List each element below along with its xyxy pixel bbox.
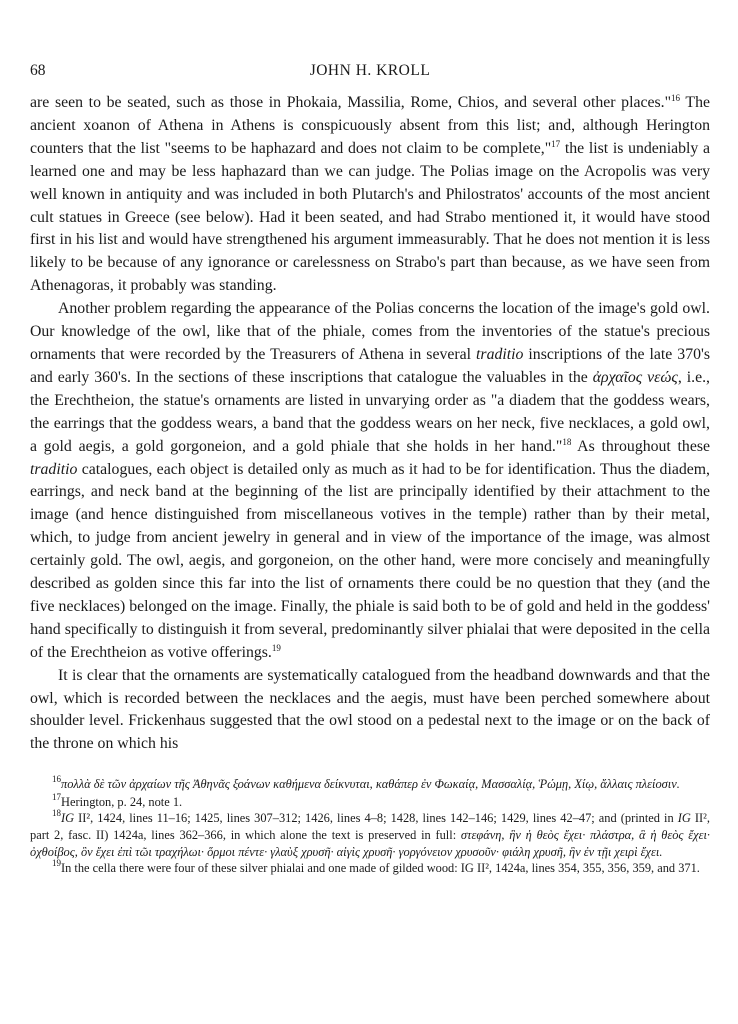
text-run: catalogues, each object is detailed only as much as it had to be for identification. Thus the diadem, earrings, and neck band at the beginning of the list are principally identified by their attachment to the image (and hence distinguished from miscellaneous votives in the temple) rather than by their metal, which, to judge from ancient jewelry in general and in view of the importance of the image, was almost certainly gold. The owl, aegis, and gorgoneion, on the other hand, were more concisely and meaningfully described as golden since this far into the list of ornaments there could be no question that they (and the five necklaces) belonged on the image. Finally, the phiale is said both to be of gold and held in the goddess' hand specifically to distinguish it from several, predominantly silver phialai that were deposited in the cella of the Erechtheion as votive offerings. [30, 460, 710, 661]
text-run: are seen to be seated, such as those in Phokaia, Massilia, Rome, Chios, and several other places." [30, 94, 672, 111]
footnote-text: In the cella there were four of these silver phialai and one made of gilded wood: IG II², 1424a, lines 354, 355, 356, 359, and 371. [61, 861, 700, 876]
footnote-ref-17[interactable]: 17 [551, 138, 561, 149]
footnote-ref-19[interactable]: 19 [271, 642, 281, 653]
footnotes [30, 776, 710, 877]
italic-term: traditio [30, 460, 78, 478]
page-number: 68 [30, 62, 46, 79]
text-run: It is clear that the ornaments are systematically catalogued from the headband downwards and that the owl, which is recorded between the necklaces and the aegis, must have been perched somewhere about shoulder level. Frickenhaus suggested that the owl stood on a pedestal next to the image or on the back of the throne on which his [30, 666, 710, 753]
footnote-17 [30, 791, 710, 811]
main-text [30, 92, 710, 756]
text-run: the list is undeniably a learned one and may be less haphazard than we can judge. The Polias image on the Acropolis was very well known in antiquity and was included in both Plutarch's and Philostratos' accounts of the most ancient cult statues in Greece (see below). Had it been seated, and had Strabo mentioned it, it would have stood first in his list and would have strengthened his argument immeasurably. That he does not mention it is less likely to be because of any ignorance or carelessness on Strabo's part than because, as we have seen from Athenagoras, it probably was standing. [30, 139, 710, 295]
page-header [30, 62, 710, 82]
footnote-text: II², 1424, lines 11–16; 1425, lines 307–312; 1426, lines 4–8; 1428, lines 142–146; 1429, lines 42–47; and (printed in [74, 811, 678, 826]
footnote-ref-18[interactable]: 18 [562, 436, 572, 447]
footnote-text: Herington, p. 24, note 1. [61, 794, 183, 809]
footnote-number: 17 [52, 791, 61, 802]
paragraph-1 [30, 92, 710, 298]
footnote-19 [30, 860, 710, 877]
text-run: Another problem regarding the appearance of the Polias concerns the location of the image's gold owl. Our knowledge of the owl, like that of the phiale, comes from the inventories of the statue's precious ornaments that were recorded by the Treasurers of Athena in several [30, 300, 710, 363]
footnote-ref-16[interactable]: 16 [671, 93, 681, 103]
text-run: The ancient xoanon of Athena in Athens is conspicuously absent from this list; and, although Herington counters that the list "seems to be haphazard and does not claim to be complete," [30, 94, 710, 157]
footnote-number: 18 [52, 808, 61, 819]
text-run: , i.e., the Erechtheion, the statue's ornaments are listed in unvarying order as "a diadem that the goddess wears, the earrings that the goddess wears, a band that the goddess wears on her neck, five necklaces, a gold owl, a gold aegis, a gold gorgoneion, and a gold phiale that she holds in her hand." [30, 368, 710, 455]
footnote-text: πολλὰ δὲ τῶν ἀρχαίων τῆς Ἀθηνᾶς ξοάνων καθήμενα δείκνυται, καθάπερ ἐν Φωκαίᾳ, Μασσαλίᾳ, Ῥώμῃ, Χίῳ, ἄλλαις πλείοσιν. [61, 777, 680, 792]
footnote-18 [30, 810, 710, 860]
paragraph-2 [30, 298, 710, 665]
footnote-16 [30, 776, 710, 793]
text-run: inscriptions of the late 370's and early 360's. In the sections of these inscriptions that catalogue the valuables in the [30, 345, 710, 386]
page [30, 62, 710, 877]
italic-term: traditio [476, 345, 524, 363]
italic-term: IG [677, 811, 691, 826]
paragraph-3 [30, 665, 710, 757]
text-run: As throughout these [571, 437, 710, 455]
greek-term: ἀρχαῖος νεώς [592, 368, 678, 386]
italic-term: IG [61, 811, 75, 826]
footnote-number: 19 [52, 858, 61, 869]
running-head: JOHN H. KROLL [309, 62, 431, 79]
footnote-text: II², part 2, fasc. II) 1424a, lines 362–366, in which alone the text is preserved in full: [30, 811, 710, 843]
footnote-number: 16 [52, 774, 61, 785]
greek-quotation: στεφάνη, ἣν ἡ θεὸς ἔχει· πλάστρα, ἃ ἡ θεὸς ἔχει· ὀχθοίβος, ὃν ἔχει ἐπὶ τῶι τραχήλωι· ὅρμοι πέντε· γλαὺξ χρυσῆ· αἰγὶς χρυσῆ· γοργόνειον χρυσοῦν· φιάλη χρυσῆ, ἣν ἐν τῇι χειρὶ ἔχει. [30, 828, 711, 859]
